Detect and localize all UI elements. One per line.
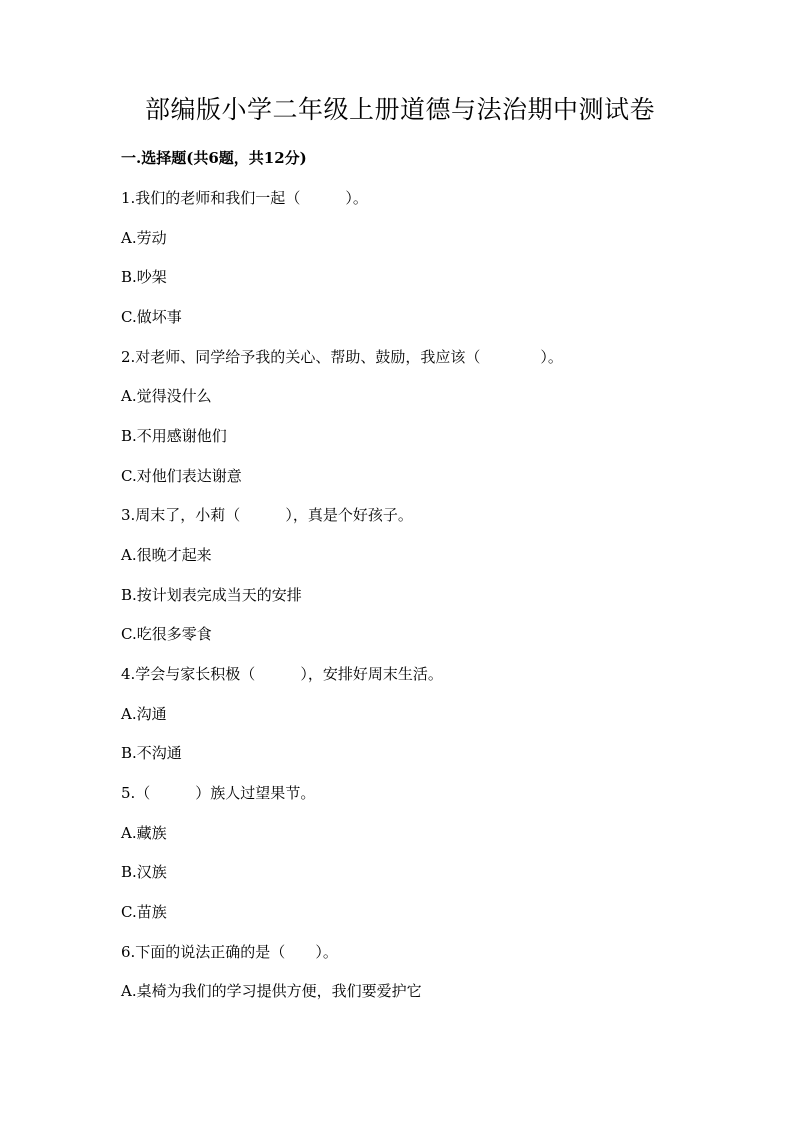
question-4-option-b: B.不沟通 — [121, 744, 182, 762]
question-5-option-b: B.汉族 — [121, 863, 167, 881]
question-2-option-c: C.对他们表达谢意 — [121, 467, 242, 485]
question-1-option-b: B.吵架 — [121, 268, 167, 286]
question-2-option-a: A.觉得没什么 — [121, 387, 212, 405]
question-5-stem: 5.（ ）族人过望果节。 — [121, 784, 316, 802]
question-3-stem: 3.周末了，小莉（ ），真是个好孩子。 — [121, 506, 413, 524]
question-4-option-a: A.沟通 — [121, 705, 167, 723]
exam-title: 部编版小学二年级上册道德与法治期中测试卷 — [144, 95, 655, 124]
question-1-option-c: C.做坏事 — [121, 308, 182, 326]
question-4-stem: 4.学会与家长积极（ ），安排好周末生活。 — [121, 665, 443, 683]
question-3-option-b: B.按计划表完成当天的安排 — [121, 586, 302, 604]
question-6-stem: 6.下面的说法正确的是（ ）。 — [121, 943, 338, 961]
question-3-option-a: A.很晚才起来 — [121, 546, 212, 564]
question-1-option-a: A.劳动 — [121, 229, 167, 247]
question-2-stem: 2.对老师、同学给予我的关心、帮助、鼓励，我应该（ ）。 — [121, 348, 563, 366]
question-1-stem: 1.我们的老师和我们一起（ ）。 — [121, 189, 368, 207]
section-heading: 一.选择题(共6题，共12分) — [121, 149, 307, 167]
question-5-option-c: C.苗族 — [121, 903, 167, 921]
question-2-option-b: B.不用感谢他们 — [121, 427, 227, 445]
question-6-option-a: A.桌椅为我们的学习提供方便，我们要爱护它 — [121, 982, 422, 1000]
question-3-option-c: C.吃很多零食 — [121, 625, 212, 643]
question-5-option-a: A.藏族 — [121, 824, 167, 842]
